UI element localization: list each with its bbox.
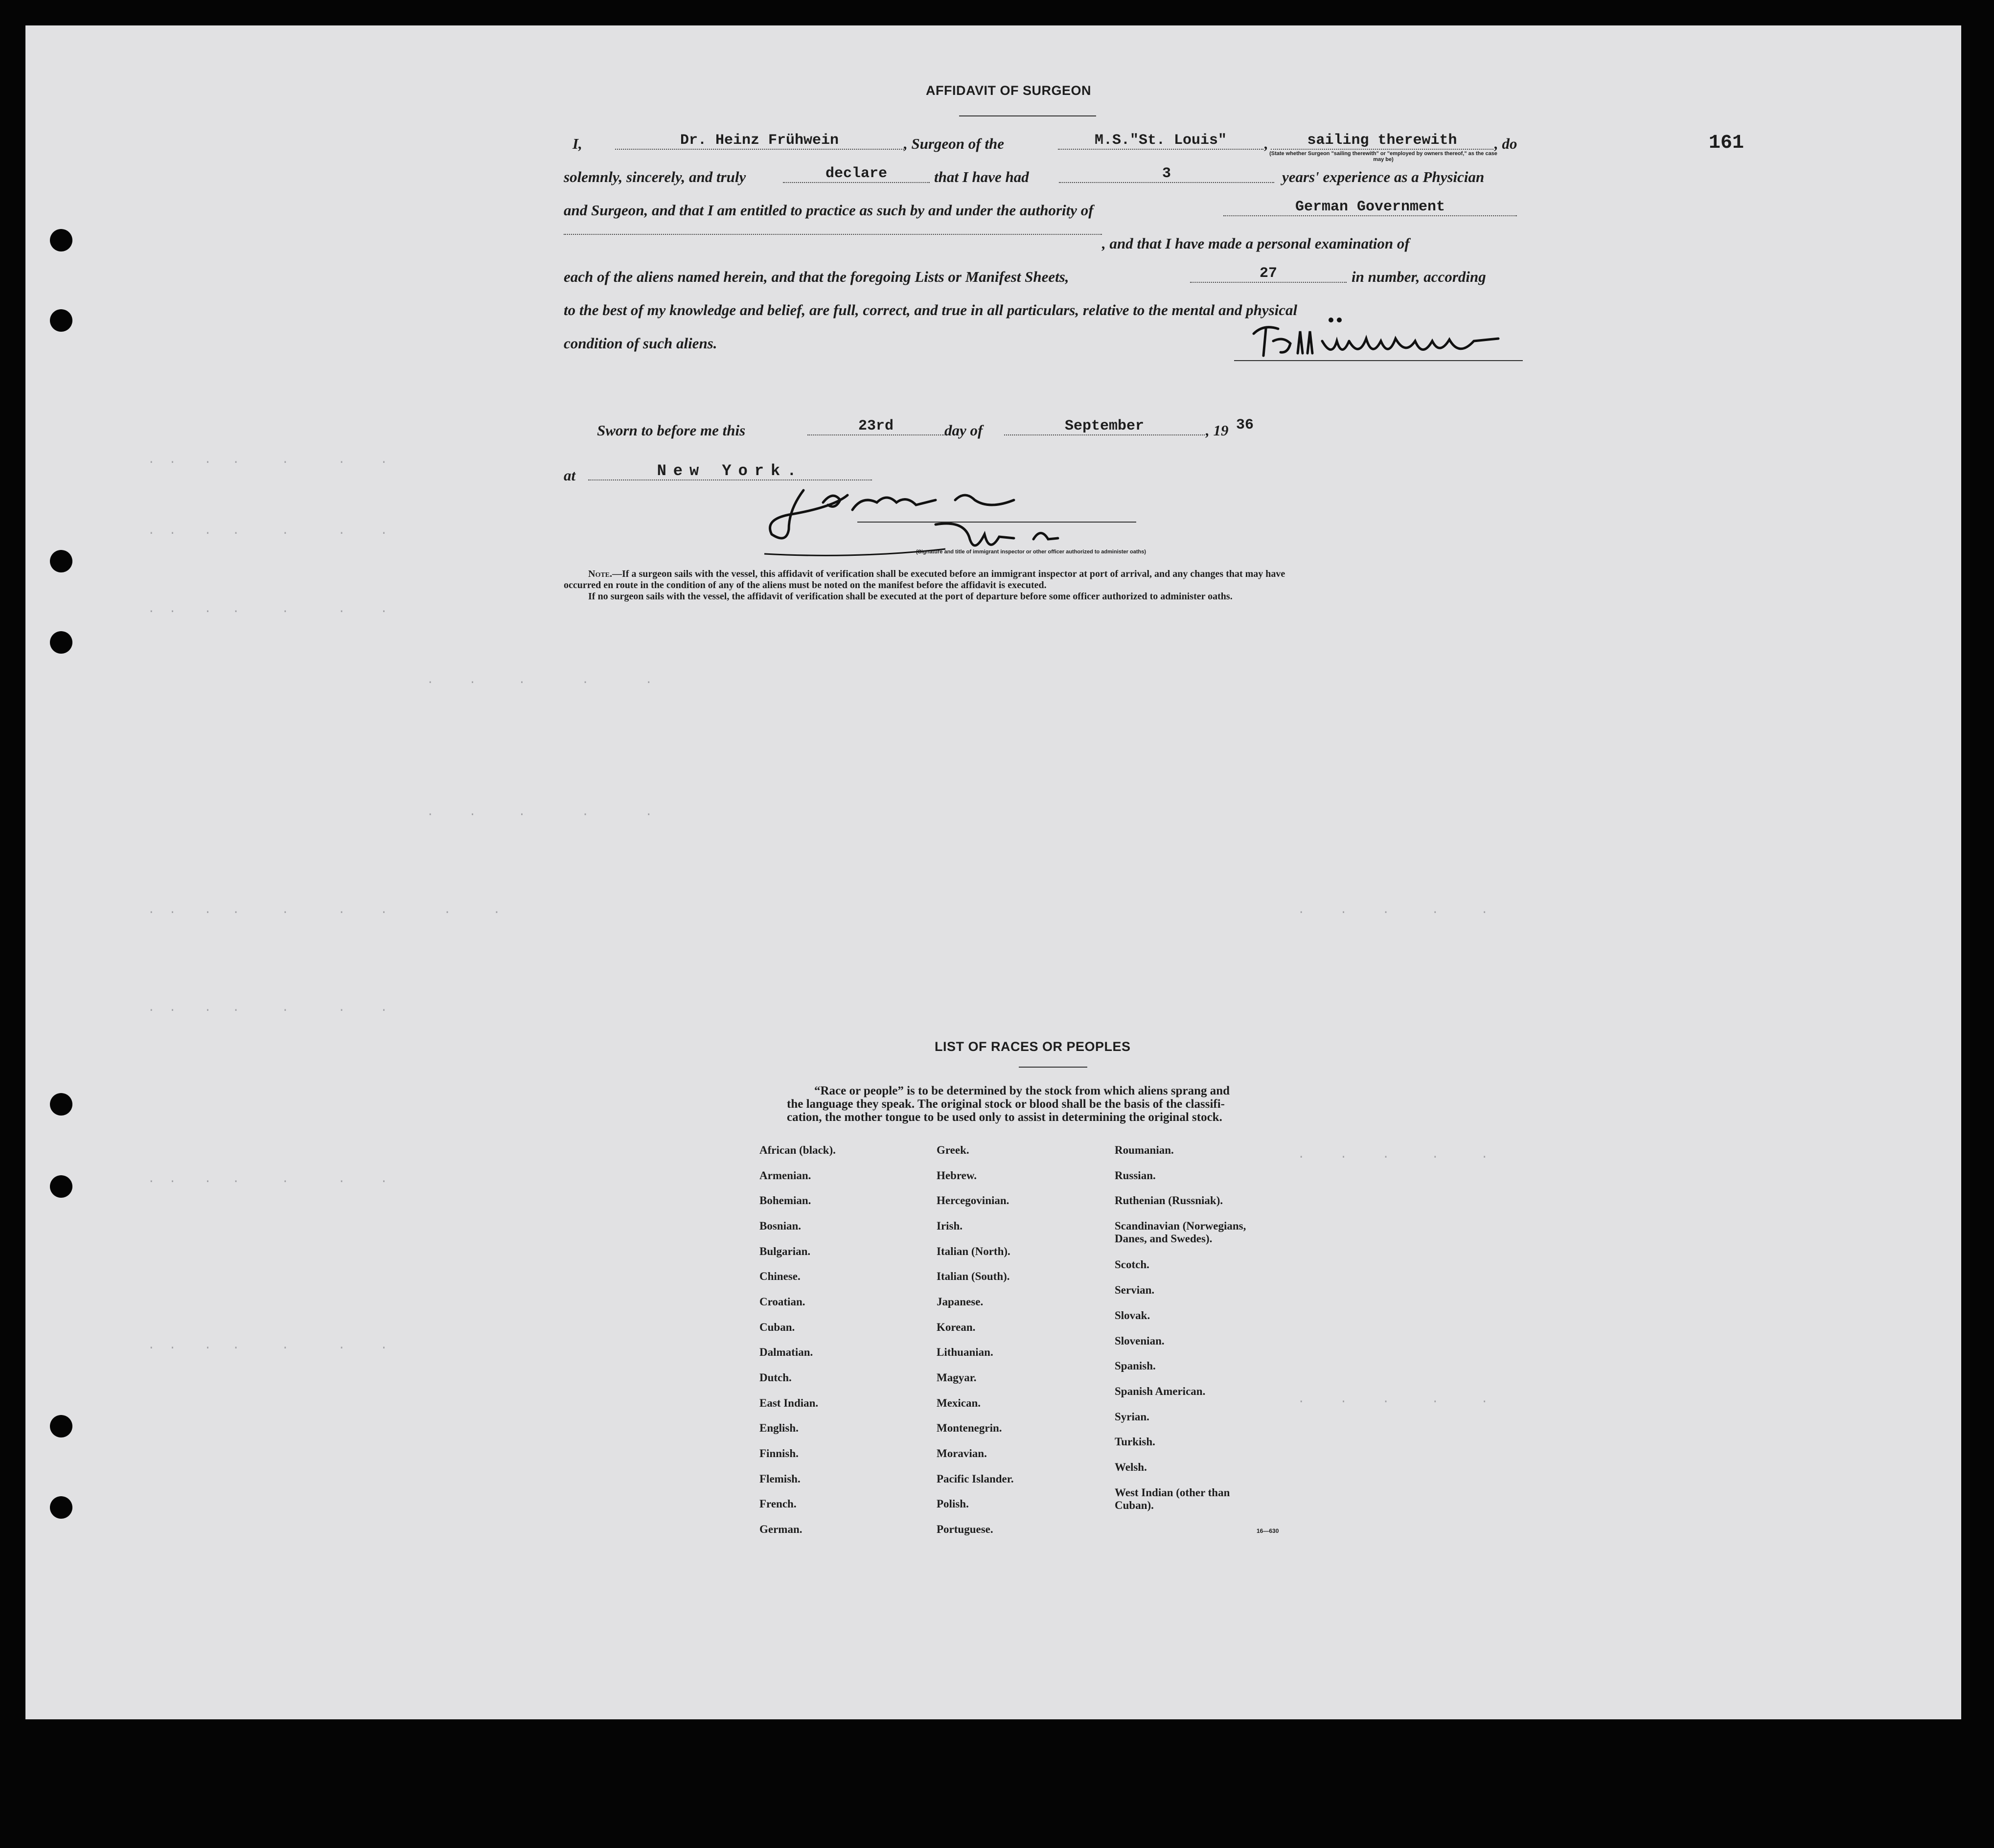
intro-line-3: cation, the mother tongue to be used only to assist in determining the original stock. bbox=[787, 1111, 1222, 1124]
race-item: Scandinavian (Norwegians, Danes, and Swedes). bbox=[1115, 1220, 1246, 1245]
text-sworn: Sworn to before me this bbox=[597, 422, 746, 439]
race-item: Mexican. bbox=[937, 1397, 981, 1409]
race-item: Spanish. bbox=[1115, 1360, 1156, 1372]
text-day-of: day of bbox=[944, 422, 983, 439]
race-item: Hercegovinian. bbox=[937, 1194, 1009, 1207]
text-years-experience: years' experience as a Physician bbox=[1282, 168, 1485, 185]
note-line-2: occurred en route in the condition of any of the aliens must be noted on the manifest before the affidavit is executed. bbox=[564, 580, 1047, 591]
text-year-prefix: , 19 bbox=[1206, 422, 1229, 439]
race-item: Scotch. bbox=[1115, 1258, 1149, 1271]
note-line-3: If no surgeon sails with the vessel, the affidavit of verification shall be executed at the port of departure before some officer authorized to administer oaths. bbox=[588, 591, 1233, 602]
race-item: Magyar. bbox=[937, 1371, 977, 1384]
race-item: Turkish. bbox=[1115, 1436, 1155, 1448]
race-item: Russian. bbox=[1115, 1169, 1156, 1182]
oath-word-field: declare bbox=[783, 165, 930, 183]
intro-line-1: “Race or people” is to be determined by the stock from which aliens sprang and bbox=[814, 1084, 1230, 1097]
race-item: German. bbox=[759, 1523, 802, 1535]
race-item: Italian (South). bbox=[937, 1270, 1010, 1282]
race-item: Finnish. bbox=[759, 1447, 799, 1460]
surgeon-status-field: sailing therewith bbox=[1271, 132, 1493, 150]
race-item: Roumanian. bbox=[1115, 1144, 1174, 1156]
race-item: Japanese. bbox=[937, 1296, 984, 1308]
race-item: Irish. bbox=[937, 1220, 963, 1232]
race-item: Flemish. bbox=[759, 1473, 801, 1485]
note-block bbox=[564, 569, 1542, 602]
sworn-year: 36 bbox=[1236, 417, 1254, 433]
race-item: Ruthenian (Russniak). bbox=[1115, 1194, 1223, 1207]
inspector-signature-line bbox=[857, 522, 1136, 523]
intro-line-2: the language they speak. The original stock or blood shall be the basis of the classifi- bbox=[787, 1097, 1225, 1111]
race-item: East Indian. bbox=[759, 1397, 819, 1409]
note-line-1: —If a surgeon sails with the vessel, this affidavit of verification shall be executed before an immigrant inspector at port of arrival, and any changes that may have bbox=[612, 569, 1285, 579]
race-item: Portuguese. bbox=[937, 1523, 993, 1535]
manifest-sheets-field: 27 bbox=[1190, 265, 1347, 283]
race-item: Armenian. bbox=[759, 1169, 811, 1182]
race-item: Hebrew. bbox=[937, 1169, 977, 1182]
race-item: Korean. bbox=[937, 1321, 976, 1333]
punch-hole bbox=[50, 1175, 72, 1198]
race-item: Bohemian. bbox=[759, 1194, 811, 1207]
race-item: Moravian. bbox=[937, 1447, 987, 1460]
status-note: (State whether Surgeon "sailing therewith" or "employed by owners thereof," as the case may be) bbox=[1269, 151, 1497, 162]
text-each-of-aliens: each of the aliens named herein, and that the foregoing Lists or Manifest Sheets, bbox=[564, 268, 1069, 285]
race-item: Cuban. bbox=[759, 1321, 795, 1333]
punch-hole bbox=[50, 1093, 72, 1116]
authority-continuation-field bbox=[564, 234, 1102, 235]
text-and-surgeon: and Surgeon, and that I am entitled to practice as such by and under the authority of bbox=[564, 202, 1094, 219]
race-item: West Indian (other than Cuban). bbox=[1115, 1486, 1230, 1511]
surgeon-name-field: Dr. Heinz Frühwein bbox=[615, 132, 904, 150]
races-title: LIST OF RACES OR PEOPLES bbox=[935, 1039, 1131, 1054]
text-i: I, bbox=[573, 135, 582, 152]
races-title-underline bbox=[1019, 1067, 1087, 1068]
text-at: at bbox=[564, 467, 576, 484]
punch-hole bbox=[50, 550, 72, 572]
text-best-knowledge: to the best of my knowledge and belief, are full, correct, and true in all particulars, relative to the mental and physical bbox=[564, 301, 1298, 319]
text-surgeon-of: , Surgeon of the bbox=[904, 135, 1004, 152]
race-item: French. bbox=[759, 1498, 797, 1510]
text-solemnly: solemnly, sincerely, and truly bbox=[564, 168, 746, 185]
sworn-month-field: September bbox=[1004, 418, 1205, 435]
race-item: African (black). bbox=[759, 1144, 836, 1156]
punch-hole bbox=[50, 631, 72, 654]
note-lead: Note. bbox=[588, 569, 613, 579]
race-item: Welsh. bbox=[1115, 1461, 1147, 1473]
race-item: Slovenian. bbox=[1115, 1335, 1165, 1347]
race-item: Dutch. bbox=[759, 1371, 792, 1384]
punch-hole bbox=[50, 1496, 72, 1519]
punch-hole bbox=[50, 1415, 72, 1437]
text-personal-examination: , and that I have made a personal examination of bbox=[1102, 235, 1410, 252]
race-item: Polish. bbox=[937, 1498, 969, 1510]
document-sheet: · · · · · · · · · · · · · · · · · · · · · · · · · · · · · · · · · · · · · · · · · · · · · · · · · · · · · · · · · · · · · · · · · · · · · · · · · · · · 161 AFFIDAVIT OF SURGEON I, Dr. Heinz Frühwein , Surgeon of the M.S."St. Louis" , sailing therewith , do (State whether Surgeon "sailing therewith" or "employed by owners thereof," as the case may be) solemnly, sincerely, and truly declare that I have had 3 years' experience as a Physician and Surgeon, and that I am entitled to practice as such by and under the authority of German Government , and that I have made a personal examination of each of the aliens named herein, and that the foregoing Lists or Manifest Sheets, 27 in number, according to the best of my knowledge and belief, are full, correct, and true in all particulars, relative to the mental and physical condition of such aliens. Sworn to before me this 23rd day of September , 19 36 at New York. (Signature and title of immigrant inspector or other officer authorized to administer oaths) Note.—If a surgeon sails with the vessel, this affidavit of verification shall be executed before an immigrant inspector at port of arrival, and any changes that may have occurred en route in the condition of any of the aliens must be noted on the manifest before the affidavit is executed. If no surgeon sails with the vessel, the affidavit of verification shall be executed at the port of departure before some officer authorized to administer oaths. LIST OF RACES OR PEOPLES “Race or people” is to be determined by the stock from which aliens sprang and the language they speak. The original stock or blood shall be the basis of the classifi- cation, the mother tongue to be used only to assist in determining the original stock. African (black). Armenian. Bohemian. Bosnian. Bulgarian. Chinese. Croatian. Cuban. Dalmatian. Dutch. East Indian. English. Finnish. Flemish. French. German. Greek. Hebrew. Hercegovinian. Irish. Italian (North). Italian (South). Japanese. Korean. Lithuanian. Magyar. Mexican. Montenegrin. Moravian. Pacific Islander. Polish. Portuguese. Roumanian. Russian. Ruthenian (Russniak). Scandinavian (Norwegians, Danes, and Swedes). Scotch. Servian. Slovak. Slovenian. Spanish. Spanish American. Syrian. Turkish. Welsh. West Indian (other than Cuban). 16—630 bbox=[25, 25, 1961, 1719]
race-item: Bulgarian. bbox=[759, 1245, 811, 1257]
vessel-field: M.S."St. Louis" bbox=[1058, 132, 1263, 150]
punch-hole bbox=[50, 309, 72, 332]
race-item: Chinese. bbox=[759, 1270, 801, 1282]
years-field: 3 bbox=[1059, 165, 1274, 183]
form-code: 16—630 bbox=[1257, 1528, 1279, 1534]
sworn-day-field: 23rd bbox=[807, 418, 944, 435]
race-item: Dalmatian. bbox=[759, 1346, 813, 1358]
text-condition: condition of such aliens. bbox=[564, 335, 717, 352]
race-item: Italian (North). bbox=[937, 1245, 1010, 1257]
race-item: Pacific Islander. bbox=[937, 1473, 1014, 1485]
signature-caption: (Signature and title of immigrant inspector or other officer authorized to administer oaths) bbox=[916, 549, 1146, 555]
race-item: Lithuanian. bbox=[937, 1346, 993, 1358]
sworn-place-field: New York. bbox=[588, 463, 872, 480]
race-item: Greek. bbox=[937, 1144, 969, 1156]
page-number: 161 bbox=[1709, 132, 1744, 154]
authority-field: German Government bbox=[1223, 199, 1517, 216]
inspector-signature bbox=[759, 480, 1141, 578]
race-item: Servian. bbox=[1115, 1284, 1155, 1296]
race-item: English. bbox=[759, 1422, 799, 1434]
race-item: Bosnian. bbox=[759, 1220, 802, 1232]
text-comma: , bbox=[1264, 135, 1268, 152]
punch-hole bbox=[50, 229, 72, 251]
text-in-number: in number, according bbox=[1352, 268, 1486, 285]
race-item: Slovak. bbox=[1115, 1309, 1150, 1322]
race-item: Montenegrin. bbox=[937, 1422, 1002, 1434]
race-item: Croatian. bbox=[759, 1296, 805, 1308]
affidavit-title: AFFIDAVIT OF SURGEON bbox=[926, 83, 1091, 98]
title-underline bbox=[959, 115, 1096, 116]
race-item: Spanish American. bbox=[1115, 1385, 1206, 1397]
text-that-i-have-had: that I have had bbox=[934, 168, 1029, 185]
text-do: , do bbox=[1494, 135, 1517, 152]
race-item: Syrian. bbox=[1115, 1411, 1149, 1423]
races-intro bbox=[787, 1084, 1230, 1124]
surgeon-signature-line bbox=[1234, 360, 1523, 361]
